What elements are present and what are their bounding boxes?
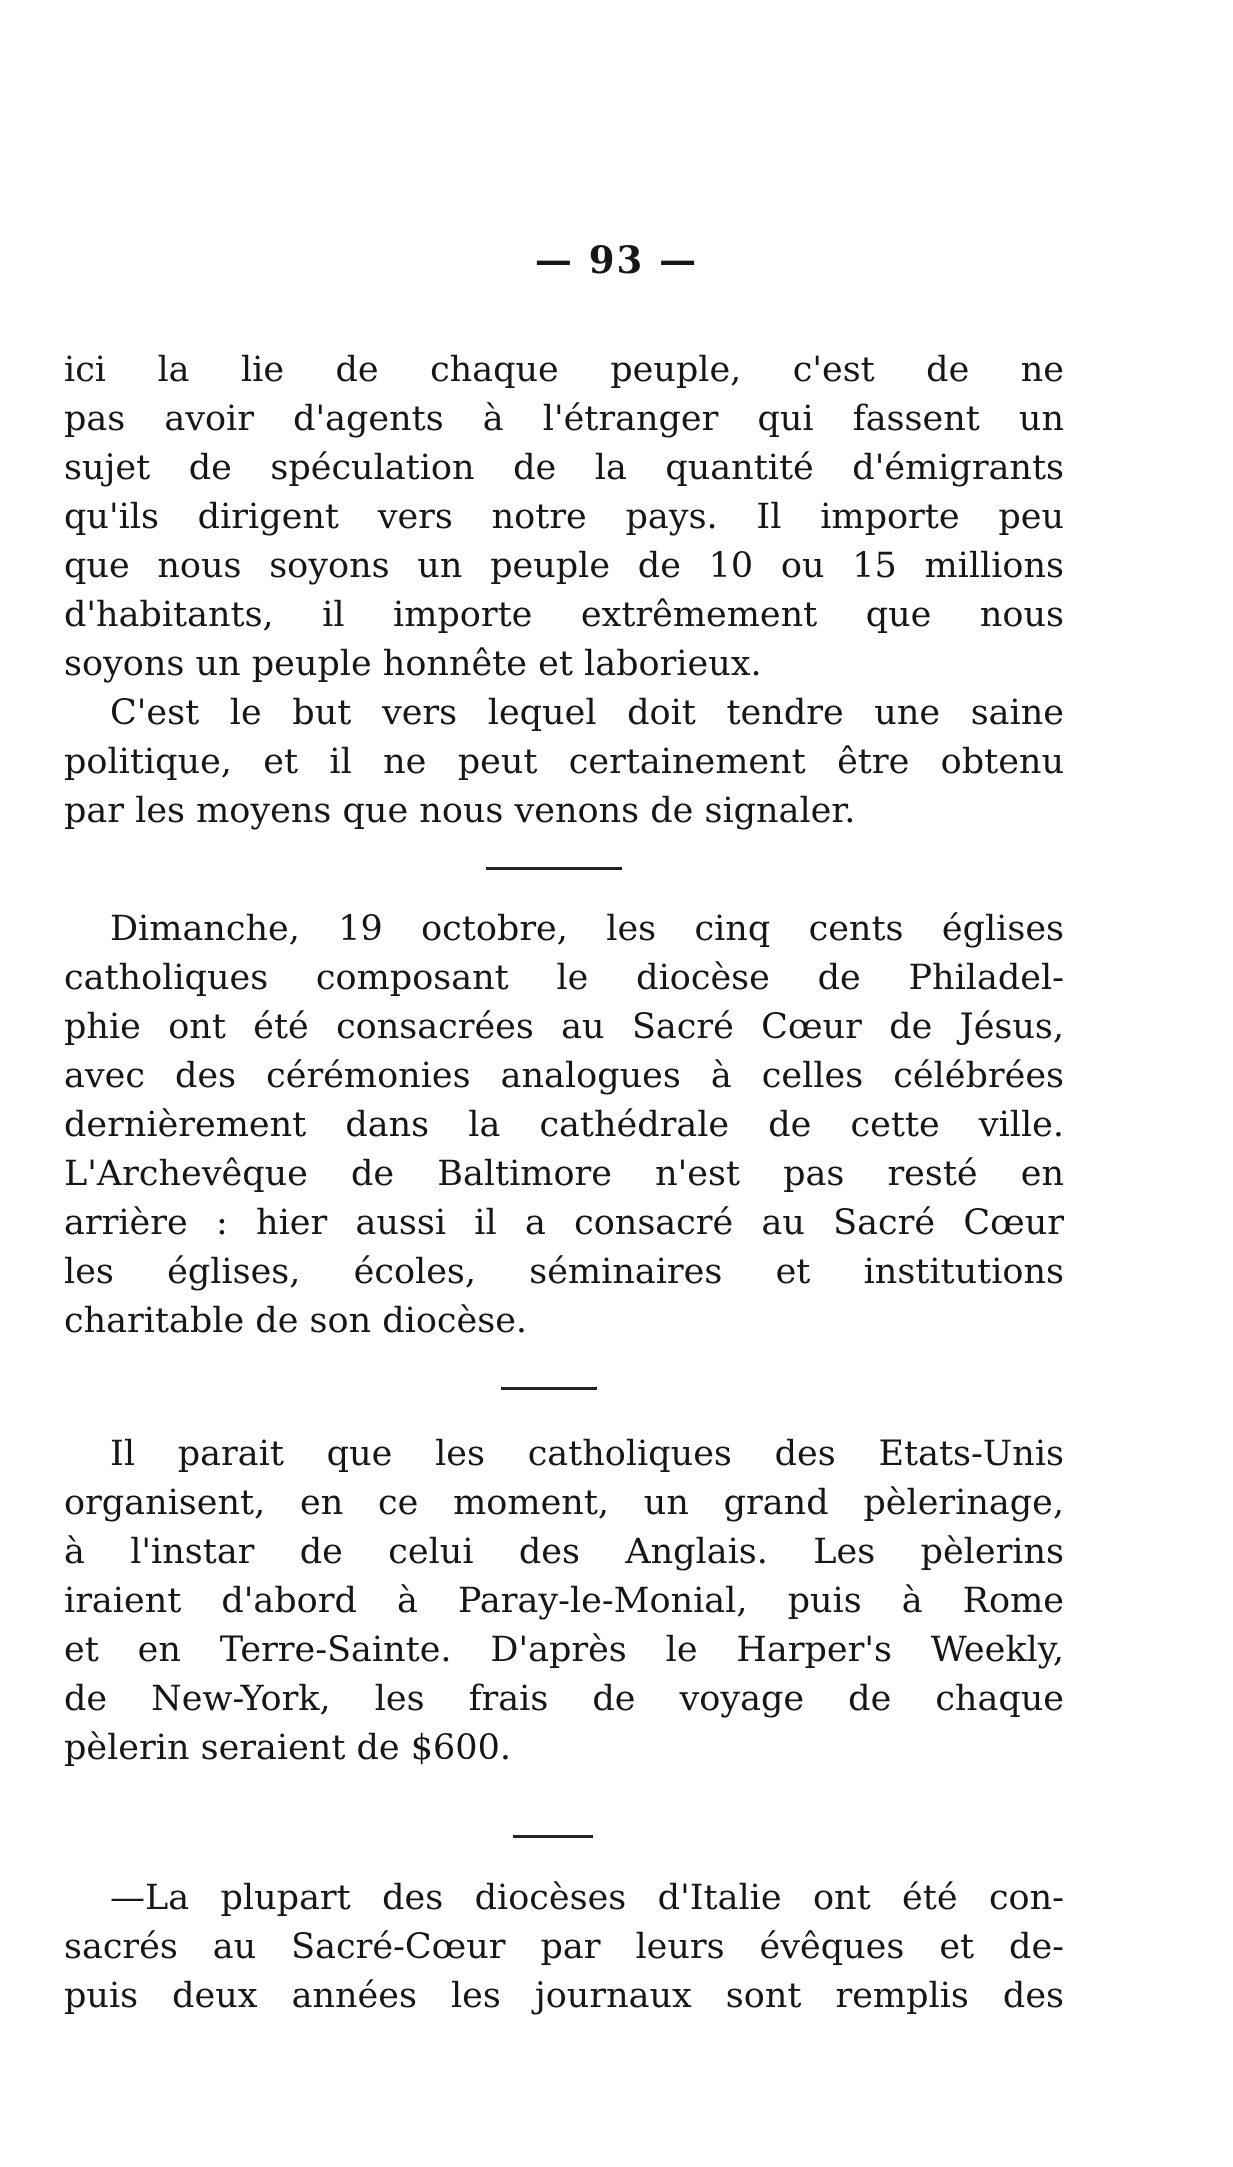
text-line: iraient d'abord à Paray-le-Monial, puis à Rome (64, 1581, 1064, 1621)
text-line: pas avoir d'agents à l'étranger qui fassent un (64, 399, 1064, 439)
section-divider (486, 867, 622, 870)
text-line: les églises, écoles, séminaires et institutions (64, 1252, 1064, 1292)
text-line: organisent, en ce moment, un grand pèlerinage, (64, 1483, 1064, 1523)
text-line: soyons un peuple honnête et laborieux. (64, 644, 762, 684)
page-number: — 93 — (534, 238, 699, 282)
text-line: avec des cérémonies analogues à celles célébrées (64, 1056, 1064, 1096)
text-line: politique, et il ne peut certainement être obtenu (64, 742, 1064, 782)
text-line: pèlerin seraient de $600. (64, 1728, 511, 1768)
text-line: phie ont été consacrées au Sacré Cœur de Jésus, (64, 1007, 1064, 1047)
text-line: et en Terre-Sainte. D'après le Harper's Weekly, (64, 1630, 1064, 1670)
text-line: qu'ils dirigent vers notre pays. Il importe peu (64, 497, 1064, 537)
text-line: Il parait que les catholiques des Etats-Unis (110, 1434, 1064, 1474)
text-line: arrière : hier aussi il a consacré au Sacré Cœur (64, 1203, 1064, 1243)
text-line: C'est le but vers lequel doit tendre une saine (110, 693, 1064, 733)
text-line: que nous soyons un peuple de 10 ou 15 millions (64, 546, 1064, 586)
text-line: L'Archevêque de Baltimore n'est pas resté en (64, 1154, 1064, 1194)
text-line: par les moyens que nous venons de signaler. (64, 791, 856, 831)
text-line: ici la lie de chaque peuple, c'est de ne (64, 350, 1064, 390)
text-line: dernièrement dans la cathédrale de cette ville. (64, 1105, 1064, 1145)
paragraph-emigration (64, 346, 1064, 836)
section-divider (501, 1387, 597, 1390)
text-line: d'habitants, il importe extrêmement que nous (64, 595, 1064, 635)
section-divider (513, 1835, 593, 1838)
text-line: à l'instar de celui des Anglais. Les pèlerins (64, 1532, 1064, 1572)
text-line: —La plupart des diocèses d'Italie ont été con- (110, 1878, 1064, 1918)
paragraph-italy (64, 1874, 1064, 2021)
text-line: charitable de son diocèse. (64, 1301, 528, 1341)
text-line: sacrés au Sacré-Cœur par leurs évêques et de- (64, 1927, 1064, 1967)
text-line: puis deux années les journaux sont remplis des (64, 1976, 1064, 2016)
text-line: catholiques composant le diocèse de Philadel- (64, 958, 1064, 998)
text-line: Dimanche, 19 octobre, les cinq cents églises (110, 909, 1064, 949)
text-line: sujet de spéculation de la quantité d'émigrants (64, 448, 1064, 488)
paragraph-philadelphia (64, 905, 1064, 1346)
paragraph-pilgrimage (64, 1430, 1064, 1773)
text-line: de New-York, les frais de voyage de chaque (64, 1679, 1064, 1719)
